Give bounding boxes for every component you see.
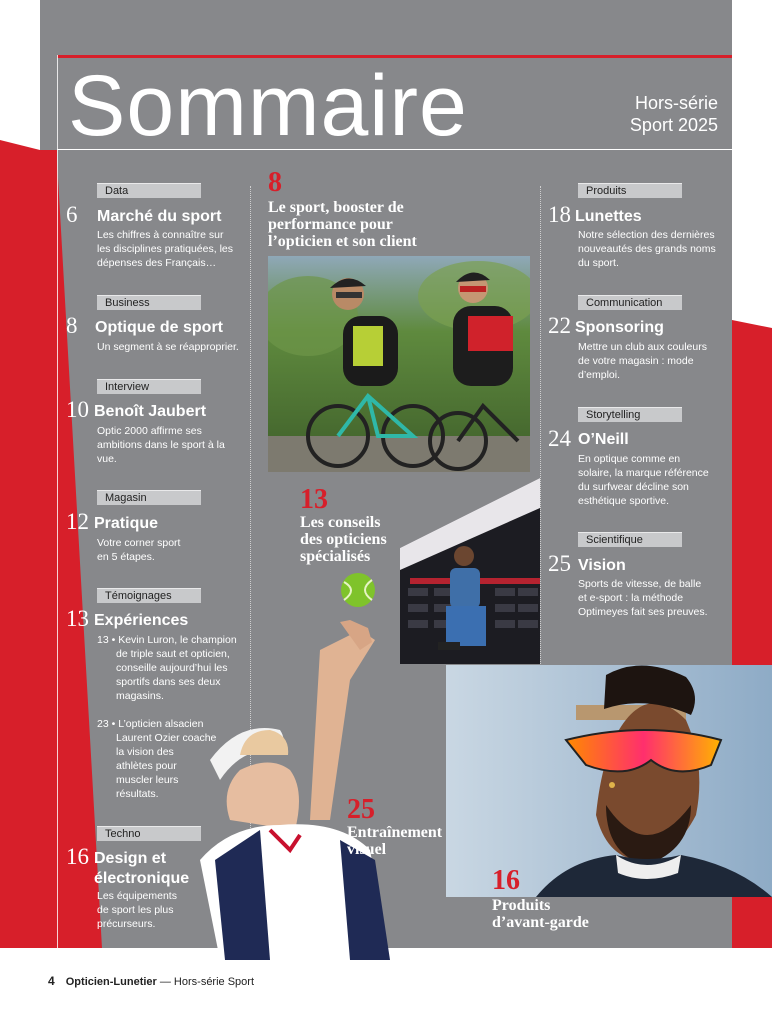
title-line: électronique (94, 870, 190, 887)
desc-line: de sport les plus (97, 904, 174, 916)
page-number: 8 (66, 313, 78, 338)
section-tag-magasin: Magasin (97, 490, 201, 505)
issue-label (630, 92, 718, 136)
page-number: 6 (66, 202, 78, 227)
feature-number-25: 25 (347, 794, 375, 825)
page-number: 12 (66, 509, 89, 534)
desc-line: résultats. (116, 788, 159, 800)
article-title-sponsoring[interactable]: Sponsoring (575, 319, 664, 336)
issue-label-line1: Hors-série (634, 93, 718, 113)
cyclists-photo (268, 256, 530, 472)
footer-magazine-name: Opticien-Lunetier (65, 976, 157, 988)
article-title-jaubert[interactable]: Benoît Jaubert (94, 403, 207, 420)
desc-line: ambitions dans le sport à la (97, 439, 225, 451)
desc-line: Notre sélection des dernières (578, 229, 715, 241)
desc-line: athlètes pour (116, 760, 177, 772)
desc-line: précurseurs. (97, 918, 156, 930)
desc-line: Sports de vitesse, de balle (578, 578, 702, 590)
section-tag-techno: Techno (97, 826, 201, 841)
desc-line: vue. (97, 453, 117, 465)
desc-line: en 5 étapes. (97, 551, 155, 563)
article-desc-lunettes (578, 228, 716, 270)
desc-line: dépenses des Français… (97, 257, 217, 269)
feature-line: performance pour (268, 216, 393, 233)
article-title-marche[interactable]: Marché du sport (97, 208, 222, 225)
experiences-item-2[interactable] (97, 717, 216, 801)
desc-line: Votre corner sport (97, 537, 181, 549)
section-tag-temoignages: Témoignages (97, 588, 201, 603)
page-number: 24 (548, 426, 571, 451)
feature-line: Entraînement (347, 824, 443, 841)
page-number: 25 (548, 551, 571, 576)
issue-label-line2: Sport 2025 (629, 115, 718, 135)
desc-line: de votre magasin : mode (578, 355, 694, 367)
feature-title-sport-booster[interactable] (268, 199, 417, 250)
section-tag-data: Data (97, 183, 201, 198)
tennis-ball-icon (340, 572, 376, 608)
feature-line: l’opticien et son client (268, 233, 417, 250)
tennis-player-photo (200, 620, 420, 960)
column-divider-right (540, 186, 541, 666)
section-tag-interview: Interview (97, 379, 201, 394)
section-tag-scientifique: Scientifique (578, 532, 682, 547)
desc-line: nouveautés des grands noms (578, 243, 716, 255)
page-number: 13 (66, 606, 89, 631)
sunglasses-model-photo (446, 665, 772, 897)
article-desc-jaubert (97, 424, 225, 466)
desc-line: muscler leurs (116, 774, 179, 786)
feature-line: Les conseils (300, 514, 381, 531)
optician-store-photo (400, 478, 540, 664)
desc-line: du surfwear décline son (578, 481, 689, 493)
desc-line: du sport. (578, 257, 619, 269)
footer-issue: — Hors-série Sport (156, 976, 255, 988)
desc-line: Les chiffres à connaître sur (97, 229, 224, 241)
desc-line: esthétique sportive. (578, 495, 670, 507)
desc-line: En optique comme en (578, 453, 681, 465)
desc-line: magasins. (116, 690, 164, 702)
section-tag-communication: Communication (578, 295, 682, 310)
desc-line: Optimeyes fait ses preuves. (578, 606, 708, 618)
feature-line: Produits (492, 897, 551, 914)
page-title: Sommaire (68, 58, 468, 154)
article-title-design[interactable] (94, 849, 189, 889)
article-title-pratique[interactable]: Pratique (94, 515, 159, 532)
desc-line: Mettre un club aux couleurs (578, 341, 707, 353)
article-title-experiences[interactable]: Expériences (94, 612, 189, 629)
feature-line: spécialisés (300, 548, 371, 565)
page-number: 18 (548, 202, 571, 227)
page-footer (48, 974, 254, 988)
article-title-optique[interactable]: Optique de sport (95, 319, 223, 336)
desc-line: solaire, la marque référence (578, 467, 709, 479)
desc-line: les disciplines pratiquées, les (97, 243, 233, 255)
article-title-vision[interactable]: Vision (578, 557, 626, 574)
desc-line: de triple saut et opticien, (116, 648, 230, 660)
feature-title-entrainement[interactable] (347, 824, 442, 858)
feature-title-produits[interactable] (492, 897, 589, 931)
feature-number-8: 8 (268, 167, 282, 198)
desc-line: sportifs dans ses deux (116, 676, 221, 688)
article-desc-oneill (578, 452, 709, 508)
desc-line: et e-sport : la méthode (578, 592, 684, 604)
desc-line: d’emploi. (578, 369, 621, 381)
feature-line: des opticiens (300, 531, 387, 548)
footer-page-number: 4 (48, 974, 55, 988)
article-title-lunettes[interactable]: Lunettes (575, 208, 642, 225)
section-tag-storytelling: Storytelling (578, 407, 682, 422)
article-desc-marche (97, 228, 233, 270)
desc-line: 23 • L’opticien alsacien (97, 718, 204, 730)
title-line: Design et (94, 850, 167, 867)
article-desc-pratique (97, 536, 180, 564)
section-tag-produits: Produits (578, 183, 682, 198)
article-desc-vision (578, 577, 708, 619)
feature-line: d’avant-garde (492, 914, 589, 931)
article-desc-optique (97, 340, 239, 354)
section-tag-business: Business (97, 295, 201, 310)
desc-line: Laurent Ozier coache (116, 732, 217, 744)
page-number: 16 (66, 844, 89, 869)
article-desc-design (97, 889, 177, 931)
page-number: 22 (548, 313, 571, 338)
article-title-oneill[interactable]: O’Neill (578, 431, 629, 448)
desc-line: Optic 2000 affirme ses (97, 425, 202, 437)
desc-line: 13 • Kevin Luron, le champion (97, 634, 237, 646)
feature-number-16: 16 (492, 865, 520, 896)
desc-line: la vision des (116, 746, 174, 758)
article-desc-sponsoring (578, 340, 707, 382)
desc-line: conseille aujourd’hui les (116, 662, 228, 674)
feature-line: visuel (347, 841, 387, 858)
feature-title-conseils[interactable] (300, 514, 387, 565)
feature-line: Le sport, booster de (268, 199, 404, 216)
left-margin-rule (57, 55, 58, 948)
desc-line: Un segment à se réapproprier. (97, 341, 239, 353)
desc-line: Les équipements (97, 890, 177, 902)
page-number: 10 (66, 397, 89, 422)
feature-number-13: 13 (300, 484, 328, 515)
